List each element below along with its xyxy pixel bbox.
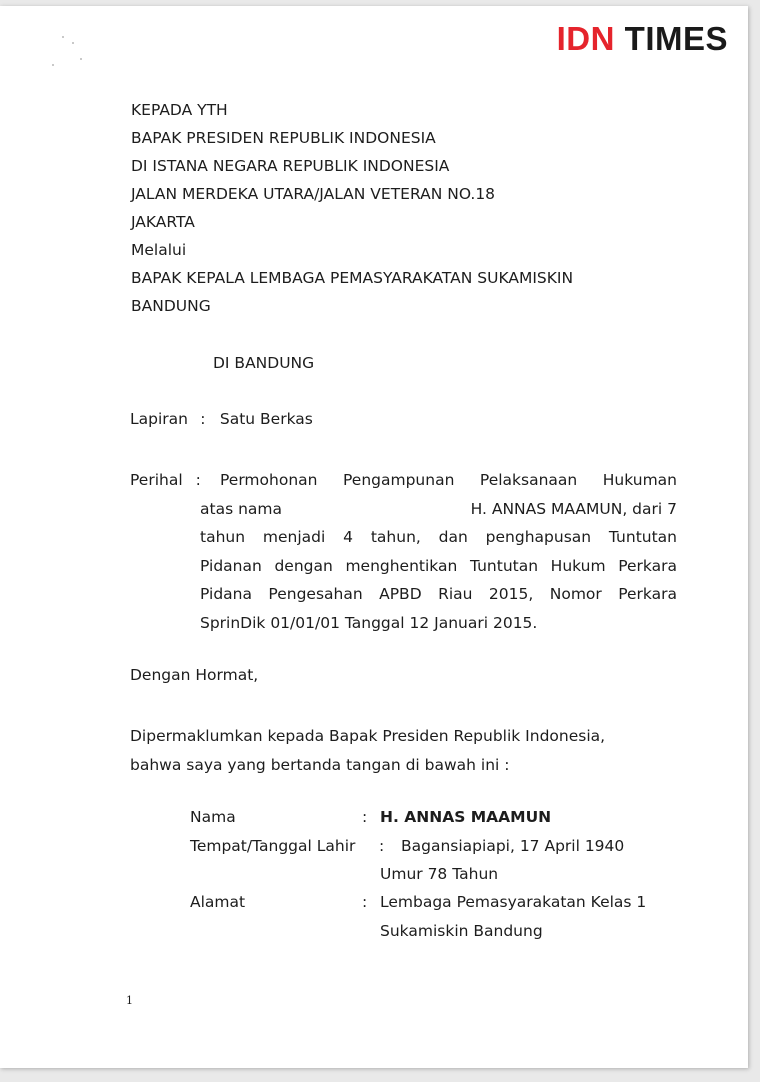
ttl-colon: : <box>379 837 385 855</box>
nama-colon: : <box>362 808 368 826</box>
page-number: 1 <box>126 994 133 1007</box>
intro-paragraph <box>130 722 605 780</box>
idn-times-logo <box>557 20 728 58</box>
document-page <box>0 6 748 1068</box>
recipient-address <box>131 96 573 320</box>
scan-speck <box>62 36 64 38</box>
address-line: JALAN MERDEKA UTARA/JALAN VETERAN NO.18 <box>131 185 496 203</box>
lampiran-label: Lapiran <box>130 410 188 428</box>
perihal-line: Pidanan dengan menghentikan Tuntutan Hukum Perkara <box>200 556 677 575</box>
nama-label: Nama <box>190 808 236 826</box>
perihal-atas-nama: atas nama <box>200 499 282 518</box>
alamat-value-1: Lembaga Pemasyarakatan Kelas 1 <box>380 893 647 911</box>
address-line: Melalui <box>131 241 187 259</box>
lampiran-value: Satu Berkas <box>219 410 313 428</box>
address-line: BAPAK PRESIDEN REPUBLIK INDONESIA <box>131 129 436 147</box>
umur-value: Umur 78 Tahun <box>380 865 499 883</box>
address-line: BAPAK KEPALA LEMBAGA PEMASYARAKATAN SUKAMISKIN <box>131 269 574 287</box>
address-line: DI ISTANA NEGARA REPUBLIK INDONESIA <box>131 157 450 175</box>
perihal-line: Permohonan Pengampunan Pelaksanaan Hukuman <box>220 471 677 489</box>
scan-speck <box>80 58 82 60</box>
logo-times: TIMES <box>624 20 728 57</box>
perihal-line: SprinDik 01/01/01 Tanggal 12 Januari 2015. <box>200 613 538 632</box>
greeting: Dengan Hormat, <box>130 666 259 684</box>
perihal-colon: : <box>195 471 201 489</box>
alamat-colon: : <box>362 893 368 911</box>
lampiran-colon: : <box>200 410 206 428</box>
perihal-label-row <box>130 466 201 494</box>
address-line: JAKARTA <box>131 213 195 231</box>
alamat-label: Alamat <box>190 893 246 911</box>
perihal-line-atas-nama <box>200 495 677 524</box>
intro-line: bahwa saya yang bertanda tangan di bawah ini : <box>130 756 510 774</box>
logo-idn: IDN <box>556 20 615 57</box>
perihal-line: tahun menjadi 4 tahun, dan penghapusan Tuntutan <box>200 528 677 546</box>
address-line: BANDUNG <box>131 297 211 315</box>
ttl-label: Tempat/Tanggal Lahir <box>190 837 356 855</box>
ttl-value: Bagansiapiapi, 17 April 1940 <box>401 837 625 855</box>
scan-speck <box>72 42 74 44</box>
perihal-line: Pidana Pengesahan APBD Riau 2015, Nomor Perkara <box>200 585 677 603</box>
alamat-value-2: Sukamiskin Bandung <box>380 922 543 940</box>
perihal-body <box>200 466 677 637</box>
scan-speck <box>52 64 54 66</box>
intro-line: Dipermaklumkan kepada Bapak Presiden Republik Indonesia, <box>130 727 606 745</box>
perihal-label: Perihal <box>130 471 183 489</box>
lampiran-row <box>130 410 313 428</box>
address-line: KEPADA YTH <box>131 101 228 119</box>
perihal-nama: H. ANNAS MAAMUN, dari 7 <box>470 499 677 518</box>
nama-value: H. ANNAS MAAMUN <box>380 808 552 826</box>
di-bandung: DI BANDUNG <box>213 354 315 372</box>
